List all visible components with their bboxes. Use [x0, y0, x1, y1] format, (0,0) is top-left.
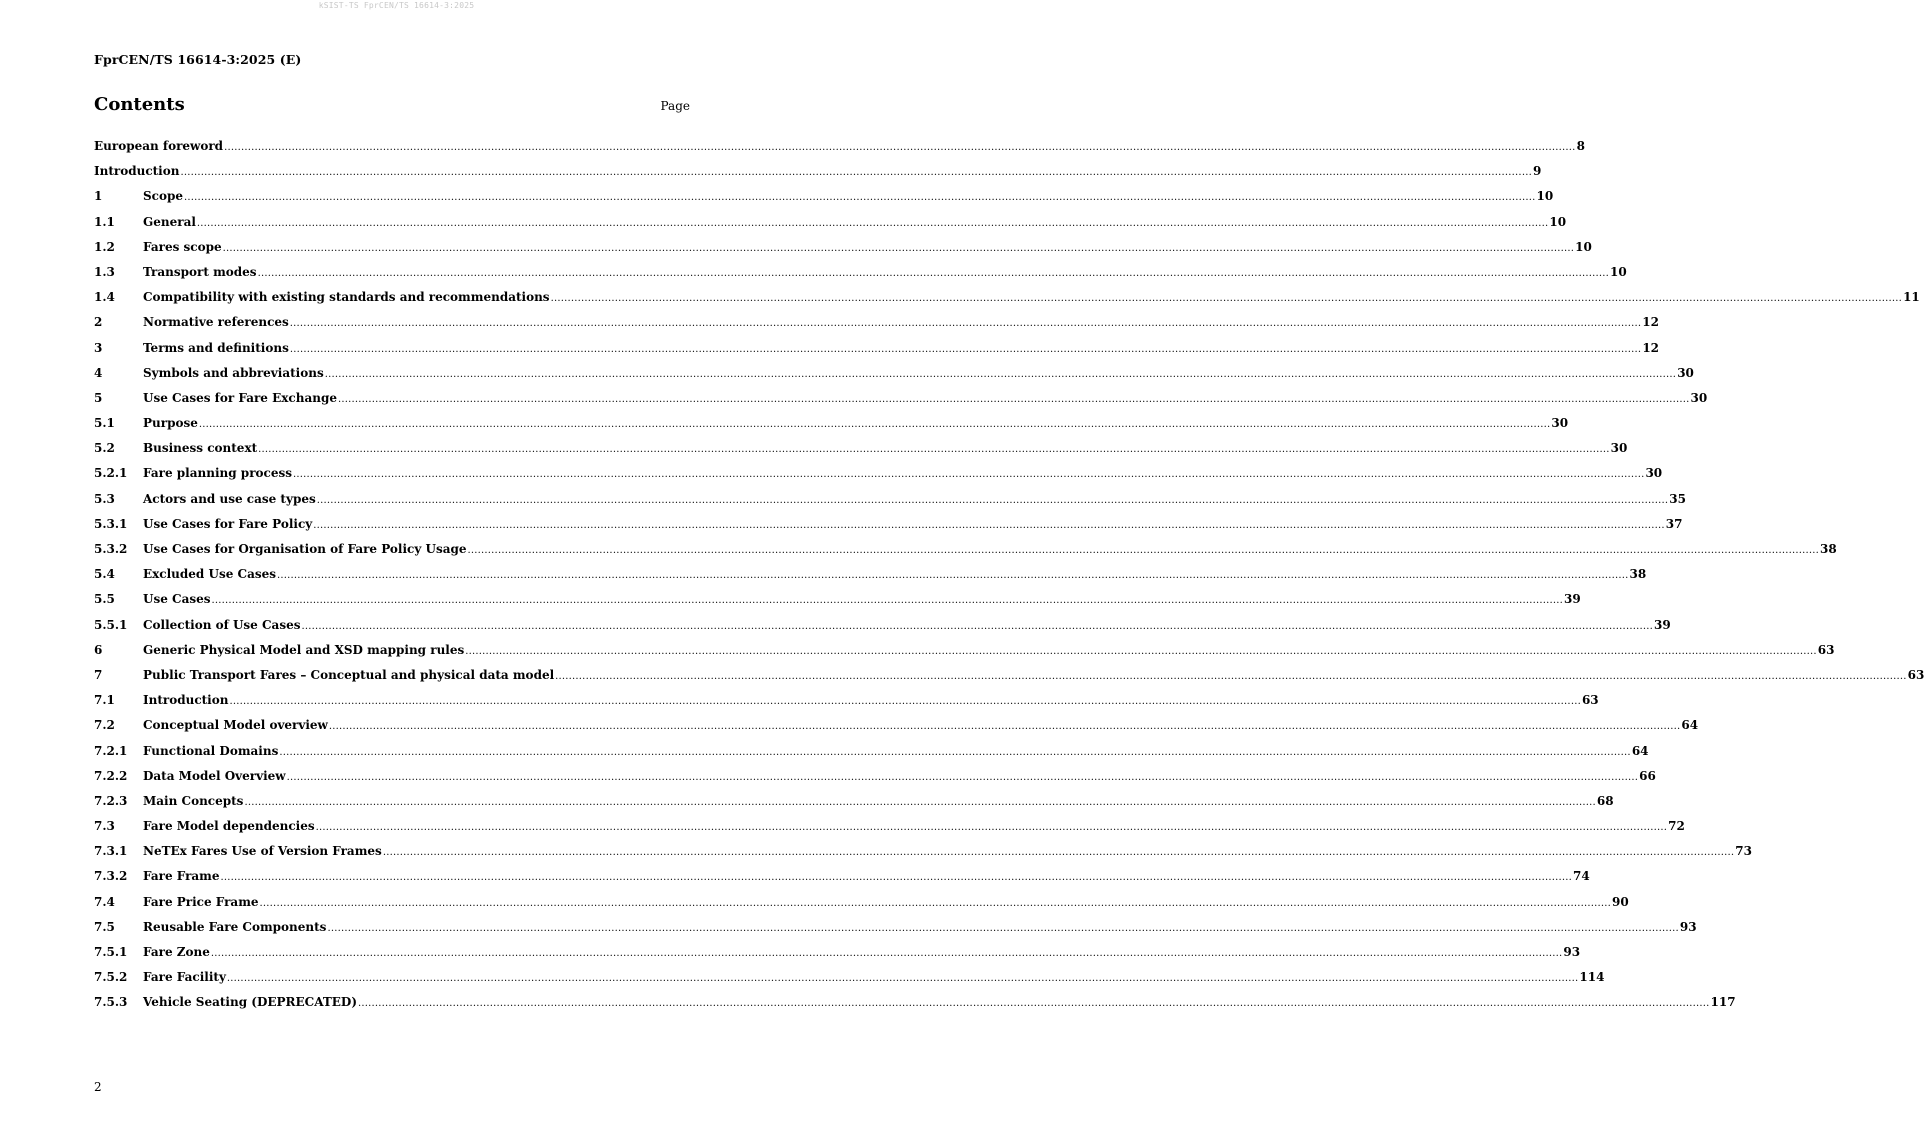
toc-dot-leader: ................................................................................................................................................................................................................................................................................................................................................................................................................ — [279, 746, 1631, 758]
toc-entry[interactable] — [94, 386, 1708, 411]
toc-entry-title: Use Cases — [143, 592, 211, 607]
toc-dot-leader: ................................................................................................................................................................................................................................................................................................................................................................................................................ — [277, 570, 1629, 582]
toc-entry-number: 5.3.1 — [94, 516, 128, 531]
toc-entry-title: Fare Zone — [143, 945, 210, 959]
toc-entry[interactable] — [94, 814, 1685, 839]
toc-entry-number: 5.4 — [94, 567, 115, 582]
toc-entry[interactable] — [94, 688, 1599, 713]
toc-entry-page: 114 — [1579, 970, 1605, 985]
toc-entry-page: 35 — [1669, 491, 1686, 506]
watermark: kSIST-TS FprCEN/TS 16614-3:2025 — [318, 1, 475, 10]
toc-dot-leader: ................................................................................................................................................................................................................................................................................................................................................................................................................ — [224, 142, 1576, 153]
toc-entry-title: Compatibility with existing standards and recommendations — [143, 290, 550, 305]
toc-dot-leader: ................................................................................................................................................................................................................................................................................................................................................................................................................ — [289, 343, 1642, 355]
toc-dot-leader: ................................................................................................................................................................................................................................................................................................................................................................................................................ — [382, 847, 1735, 859]
toc-entry-title: Excluded Use Cases — [143, 567, 276, 582]
page-column-label: Page — [660, 99, 690, 113]
toc-entry-number: 5.5.1 — [94, 617, 128, 632]
toc-entry-number: 4 — [94, 365, 103, 380]
toc-entry-title: Conceptual Model overview — [143, 718, 328, 733]
toc-entry[interactable] — [94, 990, 1736, 1015]
toc-entry-title: Public Transport Fares – Conceptual and physical data model — [143, 667, 555, 682]
toc-entry[interactable] — [94, 587, 1581, 612]
toc-entry[interactable] — [94, 789, 1614, 814]
toc-entry-number: 7.2 — [94, 718, 115, 733]
toc-dot-leader: ................................................................................................................................................................................................................................................................................................................................................................................................................ — [324, 368, 1677, 380]
toc-entry-title: Data Model Overview — [143, 768, 286, 783]
toc-entry[interactable] — [94, 134, 1585, 159]
toc-entry-title: Symbols and abbreviations — [143, 365, 324, 380]
toc-entry-number: 5.1 — [94, 416, 115, 431]
toc-entry-page: 38 — [1820, 542, 1837, 556]
page-number: 2 — [94, 1080, 102, 1094]
toc-entry-title: Fare Model dependencies — [143, 819, 315, 834]
toc-entry-page: 63 — [1581, 693, 1599, 708]
toc-entry-title: Reusable Fare Components — [143, 919, 327, 934]
document-id: FprCEN/TS 16614-3:2025 (E) — [94, 52, 302, 67]
toc-entry-page: 30 — [1690, 390, 1708, 405]
toc-entry-number: 1 — [94, 189, 103, 204]
toc-entry-number: 7.3.1 — [94, 844, 128, 859]
toc-entry-title: Fare Price Frame — [143, 894, 259, 909]
toc-entry-page: 39 — [1564, 592, 1581, 607]
table-of-contents — [94, 134, 1924, 1016]
toc-entry-page: 73 — [1735, 844, 1752, 859]
toc-entry-page: 10 — [1536, 189, 1554, 204]
toc-entry-page: 12 — [1642, 315, 1659, 330]
toc-entry-page: 68 — [1596, 793, 1614, 808]
toc-entry[interactable] — [94, 638, 1835, 663]
toc-dot-leader: ................................................................................................................................................................................................................................................................................................................................................................................................................ — [180, 167, 1532, 179]
toc-entry-number: 5.2 — [94, 441, 115, 456]
toc-entry-number: 7.3.2 — [94, 869, 128, 884]
toc-entry-number: 6 — [94, 642, 103, 657]
toc-entry-page: 117 — [1710, 995, 1736, 1010]
toc-dot-leader: ................................................................................................................................................................................................................................................................................................................................................................................................................ — [301, 620, 1653, 632]
toc-entry-page: 93 — [1679, 919, 1697, 934]
toc-dot-leader: ................................................................................................................................................................................................................................................................................................................................................................................................................ — [198, 419, 1551, 431]
toc-entry-page: 30 — [1610, 441, 1628, 456]
toc-entry[interactable] — [94, 411, 1569, 436]
toc-dot-leader: ................................................................................................................................................................................................................................................................................................................................................................................................................ — [259, 897, 1612, 909]
toc-entry-title: Purpose — [143, 416, 198, 431]
toc-entry[interactable] — [94, 864, 1590, 889]
toc-entry-page: 11 — [1903, 290, 1920, 305]
toc-entry-page: 30 — [1551, 416, 1569, 431]
toc-dot-leader: ................................................................................................................................................................................................................................................................................................................................................................................................................ — [316, 494, 1669, 506]
toc-entry-title: Business context — [143, 441, 258, 456]
toc-entry[interactable] — [94, 461, 1663, 486]
toc-entry-title: Terms and definitions — [143, 340, 289, 355]
toc-entry[interactable] — [94, 663, 1924, 688]
toc-entry[interactable] — [94, 285, 1920, 310]
toc-dot-leader: ................................................................................................................................................................................................................................................................................................................................................................................................................ — [257, 267, 1610, 279]
toc-entry-title: European foreword — [94, 139, 224, 153]
toc-entry-title: Collection of Use Cases — [143, 617, 301, 632]
toc-entry[interactable] — [94, 537, 1837, 562]
toc-entry-title: Fare Frame — [143, 869, 220, 884]
toc-dot-leader: ................................................................................................................................................................................................................................................................................................................................................................................................................ — [244, 796, 1596, 808]
toc-entry[interactable] — [94, 562, 1647, 587]
toc-entry-number: 1.2 — [94, 239, 115, 254]
toc-entry-number: 7.2.2 — [94, 768, 128, 783]
toc-entry-title: Normative references — [143, 315, 289, 330]
toc-entry-number: 5.2.1 — [94, 466, 128, 481]
toc-entry[interactable] — [94, 487, 1686, 512]
toc-dot-leader: ................................................................................................................................................................................................................................................................................................................................................................................................................ — [229, 696, 1581, 708]
toc-entry-number: 7.2.3 — [94, 793, 128, 808]
toc-entry[interactable] — [94, 613, 1671, 638]
toc-entry-number: 7.5.3 — [94, 995, 128, 1010]
toc-entry-number: 5.3 — [94, 491, 115, 506]
toc-entry-page: 10 — [1549, 214, 1567, 229]
toc-dot-leader: ................................................................................................................................................................................................................................................................................................................................................................................................................ — [210, 948, 1563, 959]
toc-entry-page: 37 — [1665, 516, 1683, 531]
toc-dot-leader: ................................................................................................................................................................................................................................................................................................................................................................................................................ — [327, 922, 1679, 934]
toc-dot-leader: ................................................................................................................................................................................................................................................................................................................................................................................................................ — [258, 444, 1610, 456]
toc-entry[interactable] — [94, 361, 1694, 386]
toc-entry-title: Transport modes — [143, 264, 257, 279]
toc-dot-leader: ................................................................................................................................................................................................................................................................................................................................................................................................................ — [220, 872, 1572, 884]
toc-dot-leader: ................................................................................................................................................................................................................................................................................................................................................................................................................ — [555, 670, 1907, 682]
toc-entry-title: Fares scope — [143, 239, 222, 254]
toc-entry-number: 1.4 — [94, 290, 115, 305]
toc-entry[interactable] — [94, 839, 1752, 864]
toc-entry[interactable] — [94, 159, 1542, 184]
toc-entry[interactable] — [94, 713, 1699, 738]
toc-entry[interactable] — [94, 940, 1581, 965]
toc-entry-number: 3 — [94, 340, 103, 355]
toc-entry-page: 38 — [1629, 567, 1647, 582]
toc-entry-number: 7.5.2 — [94, 970, 128, 985]
toc-entry-number: 5 — [94, 390, 103, 405]
toc-entry-title: General — [143, 214, 196, 229]
toc-entry-number: 5.3.2 — [94, 542, 128, 556]
toc-entry-number: 1.1 — [94, 214, 115, 229]
toc-entry[interactable] — [94, 210, 1567, 235]
toc-dot-leader: ................................................................................................................................................................................................................................................................................................................................................................................................................ — [289, 318, 1642, 330]
toc-entry-number: 7 — [94, 667, 103, 682]
toc-entry-title: Introduction — [143, 693, 229, 708]
toc-dot-leader: ................................................................................................................................................................................................................................................................................................................................................................................................................ — [467, 545, 1820, 556]
toc-entry-page: 74 — [1573, 869, 1590, 884]
toc-dot-leader: ................................................................................................................................................................................................................................................................................................................................................................................................................ — [337, 393, 1690, 405]
toc-dot-leader: ................................................................................................................................................................................................................................................................................................................................................................................................................ — [550, 293, 1903, 305]
toc-entry[interactable] — [94, 915, 1697, 940]
toc-entry[interactable] — [94, 512, 1683, 537]
toc-dot-leader: ................................................................................................................................................................................................................................................................................................................................................................................................................ — [286, 771, 1639, 783]
toc-entry-title: Use Cases for Fare Policy — [143, 516, 313, 531]
toc-dot-leader: ................................................................................................................................................................................................................................................................................................................................................................................................................ — [196, 217, 1549, 229]
toc-entry-title: Use Cases for Organisation of Fare Policy Usage — [143, 542, 467, 556]
toc-entry[interactable] — [94, 739, 1649, 764]
toc-entry-title: Introduction — [94, 164, 180, 179]
toc-entry[interactable] — [94, 890, 1629, 915]
toc-entry-page: 12 — [1642, 340, 1660, 355]
toc-entry-page: 72 — [1668, 819, 1685, 834]
toc-entry-number: 7.5 — [94, 919, 115, 934]
toc-entry-page: 30 — [1645, 466, 1663, 481]
toc-entry-page: 63 — [1817, 642, 1835, 657]
toc-entry-number: 7.3 — [94, 819, 115, 834]
toc-entry-number: 7.1 — [94, 693, 115, 708]
toc-entry[interactable] — [94, 310, 1659, 335]
toc-dot-leader: ................................................................................................................................................................................................................................................................................................................................................................................................................ — [292, 469, 1645, 481]
toc-entry-title: Use Cases for Fare Exchange — [143, 390, 337, 405]
toc-dot-leader: ................................................................................................................................................................................................................................................................................................................................................................................................................ — [358, 998, 1710, 1010]
toc-entry-page: 9 — [1532, 164, 1542, 179]
toc-entry-page: 90 — [1612, 894, 1629, 909]
toc-entry[interactable] — [94, 260, 1627, 285]
toc-entry-number: 7.2.1 — [94, 743, 128, 758]
toc-entry-title: Vehicle Seating (DEPRECATED) — [143, 995, 358, 1010]
toc-entry[interactable] — [94, 436, 1628, 461]
toc-entry-page: 64 — [1631, 743, 1649, 758]
toc-entry[interactable] — [94, 235, 1592, 260]
toc-entry-page: 10 — [1575, 239, 1592, 254]
toc-entry-title: Actors and use case types — [143, 491, 316, 506]
toc-entry[interactable] — [94, 184, 1554, 209]
toc-entry-number: 7.5.1 — [94, 945, 128, 959]
toc-entry-number: 2 — [94, 315, 103, 330]
toc-entry-number: 1.3 — [94, 264, 115, 279]
toc-entry-page: 63 — [1907, 667, 1924, 682]
toc-dot-leader: ................................................................................................................................................................................................................................................................................................................................................................................................................ — [226, 973, 1579, 985]
toc-entry-title: Functional Domains — [143, 743, 279, 758]
toc-entry-page: 66 — [1639, 768, 1656, 783]
toc-entry-number: 7.4 — [94, 894, 115, 909]
toc-entry-page: 93 — [1563, 945, 1581, 959]
toc-entry-title: Fare Facility — [143, 970, 226, 985]
toc-entry-title: Main Concepts — [143, 793, 244, 808]
toc-entry-title: NeTEx Fares Use of Version Frames — [143, 844, 382, 859]
toc-dot-leader: ................................................................................................................................................................................................................................................................................................................................................................................................................ — [184, 192, 1536, 204]
toc-dot-leader: ................................................................................................................................................................................................................................................................................................................................................................................................................ — [211, 595, 1563, 607]
toc-entry-number: 5.5 — [94, 592, 115, 607]
toc-entry-page: 10 — [1610, 264, 1627, 279]
toc-dot-leader: ................................................................................................................................................................................................................................................................................................................................................................................................................ — [328, 721, 1681, 733]
toc-entry[interactable] — [94, 764, 1656, 789]
toc-entry-page: 64 — [1681, 718, 1699, 733]
toc-entry[interactable] — [94, 336, 1660, 361]
toc-dot-leader: ................................................................................................................................................................................................................................................................................................................................................................................................................ — [315, 822, 1668, 834]
toc-dot-leader: ................................................................................................................................................................................................................................................................................................................................................................................................................ — [313, 519, 1665, 531]
toc-dot-leader: ................................................................................................................................................................................................................................................................................................................................................................................................................ — [222, 242, 1575, 254]
toc-entry-page: 8 — [1576, 139, 1585, 153]
toc-entry-title: Scope — [143, 189, 184, 204]
toc-entry-page: 30 — [1677, 365, 1694, 380]
toc-entry-title: Generic Physical Model and XSD mapping rules — [143, 642, 465, 657]
contents-heading: Contents — [94, 94, 185, 115]
toc-entry-page: 39 — [1653, 617, 1671, 632]
toc-dot-leader: ................................................................................................................................................................................................................................................................................................................................................................................................................ — [465, 645, 1817, 657]
toc-entry-title: Fare planning process — [143, 466, 292, 481]
toc-entry[interactable] — [94, 965, 1605, 990]
